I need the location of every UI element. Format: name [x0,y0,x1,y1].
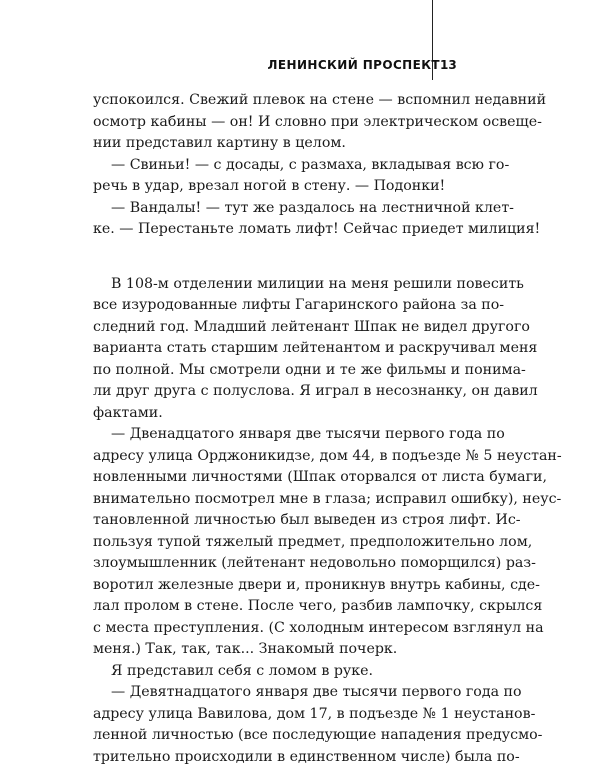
section-break [93,241,491,274]
text-line: все изуродованные лифты Гагаринского района за по- [93,295,491,317]
text-line: с места преступления. (С холодным интересом взглянул на [93,618,491,640]
text-line: — Двенадцатого января две тысячи первого года по [93,424,491,446]
text-line: осмотр кабины — он! И словно при электрическом освеще- [93,112,491,134]
text-line: внимательно посмотрел мне в глаза; исправил ошибку), неус- [93,489,491,511]
body-text [93,90,491,768]
text-line: по полной. Мы смотрели одни и те же фильмы и понима- [93,360,491,382]
running-title: ЛЕНИНСКИЙ ПРОСПЕКТ [268,58,440,72]
text-line: злоумышленник (лейтенант недовольно поморщился) раз- [93,553,491,575]
text-line: новленными личностями (Шпак оторвался от листа бумаги, [93,467,491,489]
text-line: пользуя тупой тяжелый предмет, предположительно лом, [93,532,491,554]
text-line: варианта стать старшим лейтенантом и раскручивал меня [93,338,491,360]
text-line: Я представил себя с ломом в руке. [93,661,491,683]
text-line: воротил железные двери и, проникнув внутрь кабины, сде- [93,575,491,597]
text-line: лал пролом в стене. После чего, разбив лампочку, скрылся [93,596,491,618]
text-line: ленной личностью (все последующие нападения предусмо- [93,725,491,747]
text-line: адресу улица Орджоникидзе, дом 44, в подъезде № 5 неустан- [93,446,491,468]
text-line: — Свиньи! — с досады, с размаха, вкладывая всю го- [93,155,491,177]
text-line: нии представил картину в целом. [93,133,491,155]
text-line: успокоился. Свежий плевок на стене — вспомнил недавний [93,90,491,112]
text-line: тановленной личностью был выведен из строя лифт. Ис- [93,510,491,532]
text-line: — Девятнадцатого января две тысячи первого года по [93,682,491,704]
text-line: В 108-м отделении милиции на меня решили повесить [93,274,491,296]
page-number: 13 [440,58,457,72]
text-line: меня.) Так, так, так... Знакомый почерк. [93,639,491,661]
text-line: фактами. [93,403,491,425]
text-line: следний год. Младший лейтенант Шпак не видел другого [93,317,491,339]
text-line: — Вандалы! — тут же раздалось на лестничной клет- [93,198,491,220]
text-line: ли друг друга с полуслова. Я играл в несознанку, он давил [93,381,491,403]
text-line: трительно происходили в единственном числе) была по- [93,747,491,768]
text-line: речь в удар, врезал ногой в стену. — Подонки! [93,176,491,198]
text-line: ке. — Перестаньте ломать лифт! Сейчас приедет милиция! [93,219,491,241]
text-line: адресу улица Вавилова, дом 17, в подъезде № 1 неустанов- [93,704,491,726]
